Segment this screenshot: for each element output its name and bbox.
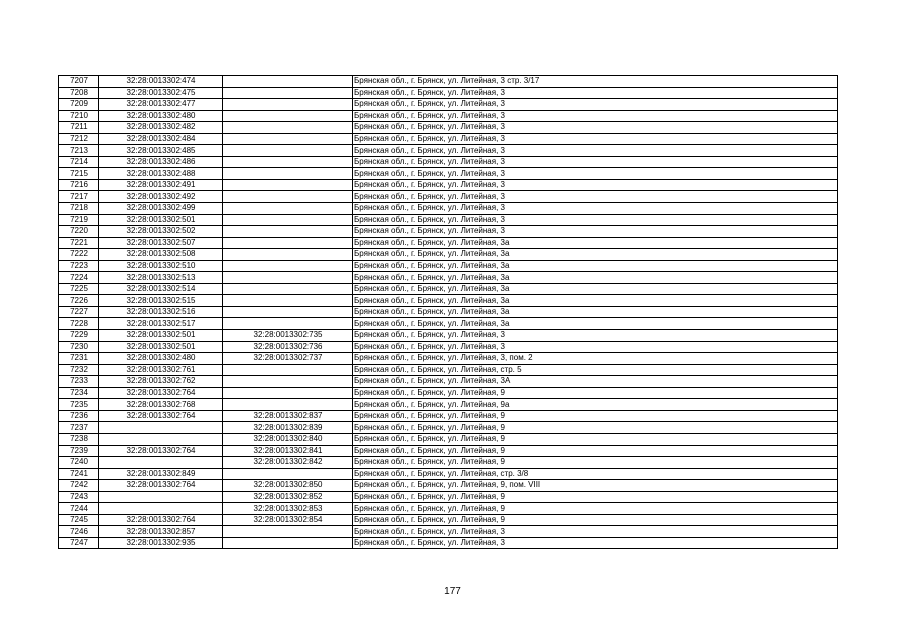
table-row: [59, 145, 838, 157]
cadastral-number-cell: 32:28:0013302:480: [99, 353, 223, 365]
address-cell: Брянская обл., г. Брянск, ул. Литейная, 3а: [353, 237, 838, 249]
address-cell: Брянская обл., г. Брянск, ул. Литейная, 9: [353, 422, 838, 434]
row-number-cell: 7219: [59, 214, 99, 226]
cadastral-number-cell: [99, 503, 223, 515]
cadastral-number-cell: 32:28:0013302:764: [99, 514, 223, 526]
row-number-cell: 7227: [59, 306, 99, 318]
linked-cadastral-number-cell: [223, 295, 353, 307]
linked-cadastral-number-cell: [223, 387, 353, 399]
row-number-cell: 7246: [59, 526, 99, 538]
table-row: [59, 399, 838, 411]
cadastral-number-cell: 32:28:0013302:764: [99, 480, 223, 492]
cadastral-number-cell: 32:28:0013302:501: [99, 214, 223, 226]
table-row: [59, 410, 838, 422]
address-cell: Брянская обл., г. Брянск, ул. Литейная, 3а: [353, 260, 838, 272]
table-row: [59, 214, 838, 226]
address-cell: Брянская обл., г. Брянск, ул. Литейная, 3, пом. 2: [353, 353, 838, 365]
cadastral-number-cell: 32:28:0013302:516: [99, 306, 223, 318]
address-cell: Брянская обл., г. Брянск, ул. Литейная, 3А: [353, 376, 838, 388]
linked-cadastral-number-cell: 32:28:0013302:850: [223, 480, 353, 492]
linked-cadastral-number-cell: [223, 226, 353, 238]
table-row: [59, 468, 838, 480]
row-number-cell: 7245: [59, 514, 99, 526]
table-row: [59, 480, 838, 492]
row-number-cell: 7232: [59, 364, 99, 376]
cadastral-number-cell: [99, 491, 223, 503]
table-row: [59, 387, 838, 399]
address-cell: Брянская обл., г. Брянск, ул. Литейная, 3а: [353, 283, 838, 295]
table-row: [59, 503, 838, 515]
row-number-cell: 7217: [59, 191, 99, 203]
address-cell: Брянская обл., г. Брянск, ул. Литейная, 3 стр. 3/17: [353, 76, 838, 88]
linked-cadastral-number-cell: [223, 168, 353, 180]
table-row: [59, 376, 838, 388]
cadastral-number-cell: 32:28:0013302:501: [99, 341, 223, 353]
linked-cadastral-number-cell: [223, 364, 353, 376]
linked-cadastral-number-cell: [223, 249, 353, 261]
linked-cadastral-number-cell: [223, 283, 353, 295]
cadastral-number-cell: 32:28:0013302:491: [99, 179, 223, 191]
cadastral-number-cell: 32:28:0013302:515: [99, 295, 223, 307]
row-number-cell: 7208: [59, 87, 99, 99]
linked-cadastral-number-cell: [223, 306, 353, 318]
linked-cadastral-number-cell: [223, 214, 353, 226]
table-row: [59, 318, 838, 330]
row-number-cell: 7224: [59, 272, 99, 284]
linked-cadastral-number-cell: 32:28:0013302:842: [223, 457, 353, 469]
address-cell: Брянская обл., г. Брянск, ул. Литейная, 9: [353, 503, 838, 515]
linked-cadastral-number-cell: 32:28:0013302:736: [223, 341, 353, 353]
cadastral-number-cell: 32:28:0013302:480: [99, 110, 223, 122]
address-cell: Брянская обл., г. Брянск, ул. Литейная, 3: [353, 191, 838, 203]
linked-cadastral-number-cell: 32:28:0013302:852: [223, 491, 353, 503]
linked-cadastral-number-cell: 32:28:0013302:840: [223, 433, 353, 445]
address-cell: Брянская обл., г. Брянск, ул. Литейная, 3: [353, 145, 838, 157]
row-number-cell: 7231: [59, 353, 99, 365]
table-row: [59, 191, 838, 203]
linked-cadastral-number-cell: 32:28:0013302:735: [223, 330, 353, 342]
cadastral-number-cell: 32:28:0013302:507: [99, 237, 223, 249]
address-cell: Брянская обл., г. Брянск, ул. Литейная, 3: [353, 341, 838, 353]
row-number-cell: 7233: [59, 376, 99, 388]
table-row: [59, 433, 838, 445]
cadastral-number-cell: [99, 457, 223, 469]
table-row: [59, 341, 838, 353]
linked-cadastral-number-cell: [223, 122, 353, 134]
linked-cadastral-number-cell: [223, 376, 353, 388]
cadastral-number-cell: 32:28:0013302:935: [99, 537, 223, 549]
row-number-cell: 7212: [59, 133, 99, 145]
table-row: [59, 526, 838, 538]
row-number-cell: 7225: [59, 283, 99, 295]
address-cell: Брянская обл., г. Брянск, ул. Литейная, 9: [353, 445, 838, 457]
cadastral-number-cell: 32:28:0013302:764: [99, 410, 223, 422]
table-row: [59, 237, 838, 249]
linked-cadastral-number-cell: [223, 179, 353, 191]
address-cell: Брянская обл., г. Брянск, ул. Литейная, 3а: [353, 306, 838, 318]
table-row: [59, 179, 838, 191]
row-number-cell: 7240: [59, 457, 99, 469]
address-cell: Брянская обл., г. Брянск, ул. Литейная, 9а: [353, 399, 838, 411]
address-cell: Брянская обл., г. Брянск, ул. Литейная, 3: [353, 203, 838, 215]
cadastral-number-cell: 32:28:0013302:499: [99, 203, 223, 215]
linked-cadastral-number-cell: 32:28:0013302:853: [223, 503, 353, 515]
linked-cadastral-number-cell: [223, 110, 353, 122]
cadastral-number-cell: 32:28:0013302:501: [99, 330, 223, 342]
address-cell: Брянская обл., г. Брянск, ул. Литейная, 3: [353, 156, 838, 168]
row-number-cell: 7223: [59, 260, 99, 272]
row-number-cell: 7207: [59, 76, 99, 88]
cadastral-number-cell: 32:28:0013302:502: [99, 226, 223, 238]
linked-cadastral-number-cell: [223, 87, 353, 99]
cadastral-number-cell: 32:28:0013302:762: [99, 376, 223, 388]
table-row: [59, 422, 838, 434]
address-cell: Брянская обл., г. Брянск, ул. Литейная, 3: [353, 87, 838, 99]
cadastral-number-cell: 32:28:0013302:482: [99, 122, 223, 134]
linked-cadastral-number-cell: [223, 76, 353, 88]
row-number-cell: 7241: [59, 468, 99, 480]
address-cell: Брянская обл., г. Брянск, ул. Литейная, 9: [353, 387, 838, 399]
address-cell: Брянская обл., г. Брянск, ул. Литейная, 3: [353, 226, 838, 238]
table-row: [59, 260, 838, 272]
cadastral-number-cell: 32:28:0013302:510: [99, 260, 223, 272]
table-row: [59, 514, 838, 526]
row-number-cell: 7221: [59, 237, 99, 249]
cadastral-number-cell: [99, 433, 223, 445]
table-row: [59, 99, 838, 111]
cadastral-number-cell: 32:28:0013302:764: [99, 387, 223, 399]
linked-cadastral-number-cell: [223, 99, 353, 111]
cadastral-number-cell: 32:28:0013302:761: [99, 364, 223, 376]
cadastral-number-cell: 32:28:0013302:849: [99, 468, 223, 480]
table-row: [59, 272, 838, 284]
row-number-cell: 7216: [59, 179, 99, 191]
row-number-cell: 7242: [59, 480, 99, 492]
address-cell: Брянская обл., г. Брянск, ул. Литейная, 9: [353, 457, 838, 469]
row-number-cell: 7220: [59, 226, 99, 238]
table-row: [59, 445, 838, 457]
table-row: [59, 295, 838, 307]
table-row: [59, 203, 838, 215]
row-number-cell: 7244: [59, 503, 99, 515]
linked-cadastral-number-cell: [223, 237, 353, 249]
linked-cadastral-number-cell: 32:28:0013302:737: [223, 353, 353, 365]
cadastral-number-cell: 32:28:0013302:508: [99, 249, 223, 261]
address-cell: Брянская обл., г. Брянск, ул. Литейная, 3: [353, 526, 838, 538]
table-row: [59, 156, 838, 168]
address-cell: Брянская обл., г. Брянск, ул. Литейная, 9: [353, 491, 838, 503]
row-number-cell: 7214: [59, 156, 99, 168]
row-number-cell: 7218: [59, 203, 99, 215]
row-number-cell: 7236: [59, 410, 99, 422]
linked-cadastral-number-cell: 32:28:0013302:839: [223, 422, 353, 434]
linked-cadastral-number-cell: [223, 191, 353, 203]
row-number-cell: 7235: [59, 399, 99, 411]
cadastral-number-cell: 32:28:0013302:513: [99, 272, 223, 284]
cadastral-number-cell: 32:28:0013302:517: [99, 318, 223, 330]
cadastral-number-cell: 32:28:0013302:514: [99, 283, 223, 295]
table-row: [59, 353, 838, 365]
linked-cadastral-number-cell: [223, 537, 353, 549]
cadastral-number-cell: 32:28:0013302:477: [99, 99, 223, 111]
address-cell: Брянская обл., г. Брянск, ул. Литейная, 3а: [353, 249, 838, 261]
address-cell: Брянская обл., г. Брянск, ул. Литейная, стр. 3/8: [353, 468, 838, 480]
cadastral-number-cell: 32:28:0013302:474: [99, 76, 223, 88]
linked-cadastral-number-cell: 32:28:0013302:841: [223, 445, 353, 457]
row-number-cell: 7213: [59, 145, 99, 157]
row-number-cell: 7230: [59, 341, 99, 353]
address-cell: Брянская обл., г. Брянск, ул. Литейная, 9, пом. VIII: [353, 480, 838, 492]
table-row: [59, 226, 838, 238]
cadastral-number-cell: 32:28:0013302:475: [99, 87, 223, 99]
address-cell: Брянская обл., г. Брянск, ул. Литейная, 9: [353, 433, 838, 445]
table-row: [59, 168, 838, 180]
cadastral-number-cell: 32:28:0013302:857: [99, 526, 223, 538]
table-row: [59, 110, 838, 122]
row-number-cell: 7239: [59, 445, 99, 457]
cadastral-number-cell: 32:28:0013302:485: [99, 145, 223, 157]
property-registry-table: [58, 75, 838, 549]
linked-cadastral-number-cell: [223, 526, 353, 538]
row-number-cell: 7229: [59, 330, 99, 342]
address-cell: Брянская обл., г. Брянск, ул. Литейная, 3: [353, 110, 838, 122]
row-number-cell: 7247: [59, 537, 99, 549]
address-cell: Брянская обл., г. Брянск, ул. Литейная, 9: [353, 410, 838, 422]
cadastral-number-cell: 32:28:0013302:484: [99, 133, 223, 145]
address-cell: Брянская обл., г. Брянск, ул. Литейная, 9: [353, 514, 838, 526]
address-cell: Брянская обл., г. Брянск, ул. Литейная, 3: [353, 133, 838, 145]
table-row: [59, 330, 838, 342]
cadastral-number-cell: 32:28:0013302:768: [99, 399, 223, 411]
linked-cadastral-number-cell: [223, 260, 353, 272]
registry-table-body: [59, 76, 838, 549]
address-cell: Брянская обл., г. Брянск, ул. Литейная, 3: [353, 330, 838, 342]
address-cell: Брянская обл., г. Брянск, ул. Литейная, 3: [353, 168, 838, 180]
row-number-cell: 7210: [59, 110, 99, 122]
row-number-cell: 7222: [59, 249, 99, 261]
table-row: [59, 491, 838, 503]
linked-cadastral-number-cell: [223, 272, 353, 284]
row-number-cell: 7211: [59, 122, 99, 134]
address-cell: Брянская обл., г. Брянск, ул. Литейная, 3: [353, 122, 838, 134]
linked-cadastral-number-cell: [223, 399, 353, 411]
table-row: [59, 283, 838, 295]
linked-cadastral-number-cell: [223, 318, 353, 330]
cadastral-number-cell: 32:28:0013302:486: [99, 156, 223, 168]
cadastral-number-cell: [99, 422, 223, 434]
table-row: [59, 537, 838, 549]
address-cell: Брянская обл., г. Брянск, ул. Литейная, 3: [353, 537, 838, 549]
row-number-cell: 7215: [59, 168, 99, 180]
linked-cadastral-number-cell: [223, 468, 353, 480]
address-cell: Брянская обл., г. Брянск, ул. Литейная, стр. 5: [353, 364, 838, 376]
address-cell: Брянская обл., г. Брянск, ул. Литейная, 3: [353, 99, 838, 111]
address-cell: Брянская обл., г. Брянск, ул. Литейная, 3а: [353, 318, 838, 330]
linked-cadastral-number-cell: [223, 145, 353, 157]
row-number-cell: 7238: [59, 433, 99, 445]
row-number-cell: 7226: [59, 295, 99, 307]
row-number-cell: 7234: [59, 387, 99, 399]
row-number-cell: 7243: [59, 491, 99, 503]
table-row: [59, 306, 838, 318]
address-cell: Брянская обл., г. Брянск, ул. Литейная, 3: [353, 179, 838, 191]
linked-cadastral-number-cell: [223, 133, 353, 145]
table-row: [59, 76, 838, 88]
linked-cadastral-number-cell: [223, 203, 353, 215]
table-row: [59, 133, 838, 145]
row-number-cell: 7237: [59, 422, 99, 434]
cadastral-number-cell: 32:28:0013302:492: [99, 191, 223, 203]
table-row: [59, 87, 838, 99]
table-row: [59, 364, 838, 376]
address-cell: Брянская обл., г. Брянск, ул. Литейная, 3: [353, 214, 838, 226]
table-row: [59, 122, 838, 134]
table-row: [59, 457, 838, 469]
row-number-cell: 7209: [59, 99, 99, 111]
linked-cadastral-number-cell: 32:28:0013302:854: [223, 514, 353, 526]
row-number-cell: 7228: [59, 318, 99, 330]
linked-cadastral-number-cell: 32:28:0013302:837: [223, 410, 353, 422]
address-cell: Брянская обл., г. Брянск, ул. Литейная, 3а: [353, 295, 838, 307]
cadastral-number-cell: 32:28:0013302:764: [99, 445, 223, 457]
page-number: 177: [444, 586, 461, 597]
address-cell: Брянская обл., г. Брянск, ул. Литейная, 3а: [353, 272, 838, 284]
cadastral-number-cell: 32:28:0013302:488: [99, 168, 223, 180]
linked-cadastral-number-cell: [223, 156, 353, 168]
table-row: [59, 249, 838, 261]
